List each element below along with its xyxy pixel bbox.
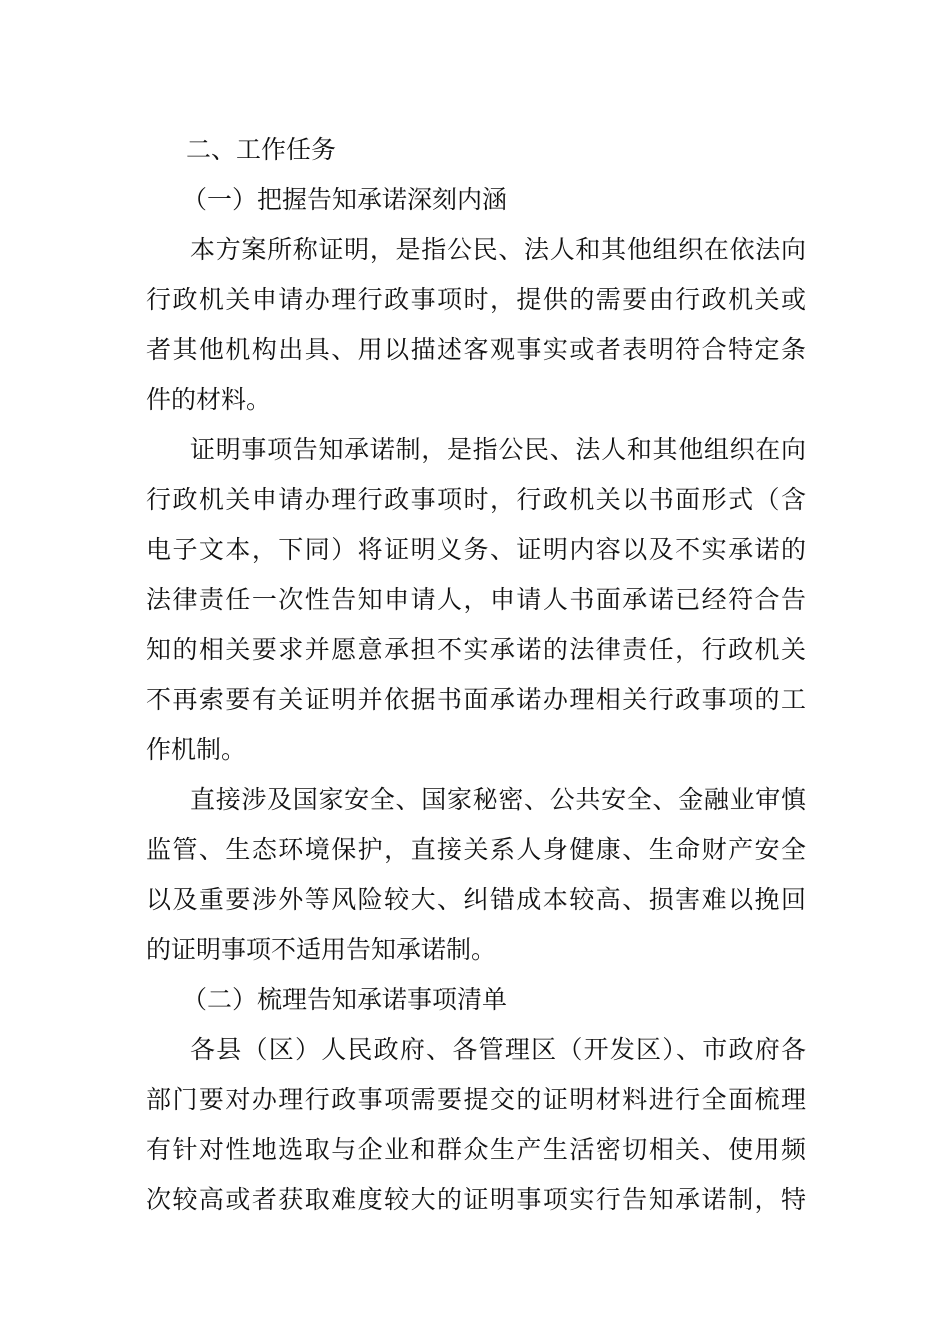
paragraph-list-compilation (146, 1025, 806, 1225)
paragraph-line: 法律责任一次性告知申请人，申请人书面承诺已经符合告 (146, 585, 806, 614)
paragraph-line: 以及重要涉外等风险较大、纠错成本较高、损害难以挽回 (146, 885, 806, 914)
paragraph-definition-of-commitment-system (146, 425, 806, 775)
paragraph-line: 直接涉及国家安全、国家秘密、公共安全、金融业审慎 (190, 785, 806, 814)
paragraph-line: 行政机关申请办理行政事项时，行政机关以书面形式（含 (146, 485, 806, 514)
document-body (146, 125, 806, 1225)
paragraph-definition-of-certificate (146, 225, 806, 425)
paragraph-line: 件的材料。 (146, 385, 272, 414)
paragraph-line: 者其他机构出具、用以描述客观事实或者表明符合特定条 (146, 335, 806, 364)
paragraph-line: 监管、生态环境保护，直接关系人身健康、生命财产安全 (146, 835, 806, 864)
paragraph-line: 作机制。 (146, 735, 247, 764)
paragraph-line: 证明事项告知承诺制，是指公民、法人和其他组织在向 (190, 435, 806, 464)
paragraph-line: 行政机关申请办理行政事项时，提供的需要由行政机关或 (146, 285, 806, 314)
paragraph-line: 部门要对办理行政事项需要提交的证明材料进行全面梳理 (146, 1085, 806, 1114)
paragraph-line: 电子文本，下同）将证明义务、证明内容以及不实承诺的 (146, 535, 806, 564)
paragraph-line: 不再索要有关证明并依据书面承诺办理相关行政事项的工 (146, 685, 806, 714)
subsection-heading-1: （一）把握告知承诺深刻内涵 (182, 185, 508, 214)
paragraph-line: 知的相关要求并愿意承担不实承诺的法律责任，行政机关 (146, 635, 806, 664)
paragraph-line: 的证明事项不适用告知承诺制。 (146, 935, 497, 964)
paragraph-line: 各县（区）人民政府、各管理区（开发区）、市政府各 (190, 1035, 806, 1064)
paragraph-line: 本方案所称证明，是指公民、法人和其他组织在依法向 (190, 235, 806, 264)
section-heading: 二、工作任务 (186, 135, 337, 164)
paragraph-line: 次较高或者获取难度较大的证明事项实行告知承诺制，特 (146, 1185, 806, 1214)
subsection-heading-2: （二）梳理告知承诺事项清单 (182, 985, 508, 1014)
paragraph-exclusions (146, 775, 806, 975)
paragraph-line: 有针对性地选取与企业和群众生产生活密切相关、使用频 (146, 1135, 806, 1164)
